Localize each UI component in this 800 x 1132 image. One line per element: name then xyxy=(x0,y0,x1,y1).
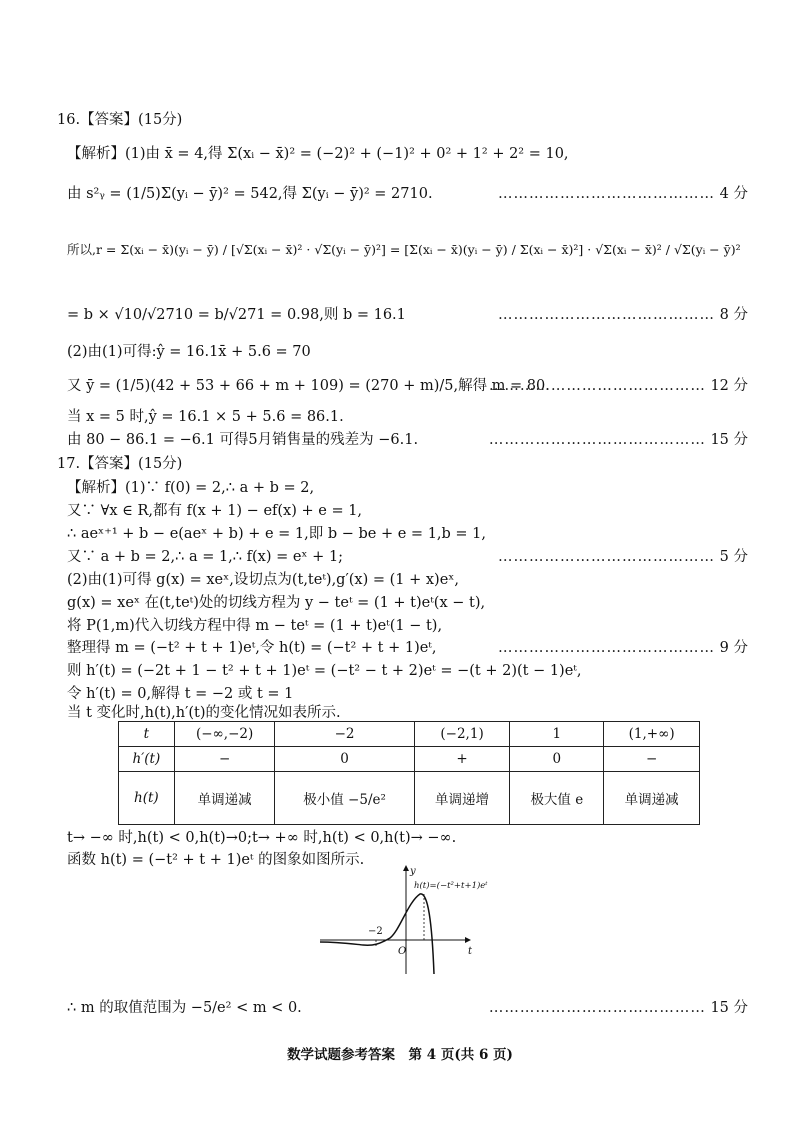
q16-score-2 xyxy=(498,303,748,324)
tick-label: −2 xyxy=(368,926,383,937)
table-cell: 1 xyxy=(510,722,604,747)
table-cell: 单调递减 xyxy=(174,772,275,825)
q17-line-2: 又∵ ∀x ∈ R,都有 f(x + 1) − ef(x) + e = 1, xyxy=(67,503,363,519)
q16-line-7: 当 x = 5 时,ŷ = 16.1 × 5 + 5.6 = 86.1. xyxy=(67,409,344,425)
table-cell: (−∞,−2) xyxy=(174,722,275,747)
y-label: y xyxy=(410,866,416,877)
table-row xyxy=(119,747,700,772)
table-cell: 极小值 −5/e² xyxy=(275,772,414,825)
table-cell: (−2,1) xyxy=(414,722,510,747)
q16-score-3 xyxy=(489,374,748,395)
table-cell: − xyxy=(174,747,275,772)
q17-line-6: g(x) = xeˣ 在(t,teᵗ)处的切线方程为 y − teᵗ = (1 + t)eᵗ(x − t), xyxy=(67,595,486,611)
score-text: 9 分 xyxy=(719,640,748,656)
table-cell: 单调递减 xyxy=(604,772,700,825)
q16-line-2: 由 s²ᵧ = (1/5)Σ(yᵢ − ȳ)² = 542,得 Σ(yᵢ − ȳ)² = 2710. xyxy=(67,186,433,202)
table-cell: t xyxy=(119,722,175,747)
leader-dots: …………………………………… xyxy=(488,432,706,448)
q17-line-8: 整理得 m = (−t² + t + 1)eᵗ,令 h(t) = (−t² + t + 1)eᵗ, xyxy=(67,640,437,656)
q16-line-8: 由 80 − 86.1 = −6.1 可得5月销售量的残差为 −6.1. xyxy=(67,432,419,448)
q17-line-14: ∴ m 的取值范围为 −5/e² < m < 0. xyxy=(67,1000,302,1016)
q16-line-5: (2)由(1)可得:ŷ = 16.1x̄ + 5.6 = 70 xyxy=(67,344,311,360)
q16-line-3: 所以,r = Σ(xᵢ − x̄)(yᵢ − ȳ) / [√Σ(xᵢ − x̄)² · √Σ(yᵢ − ȳ)²] = [Σ(xᵢ − x̄)(yᵢ − ȳ) / Σ(xᵢ − x̄)²] · √Σ(xᵢ − x̄)² / √Σ(yᵢ − ȳ)² xyxy=(67,242,741,257)
q17-line-5: (2)由(1)可得 g(x) = xeˣ,设切点为(t,teᵗ),g′(x) = (1 + x)eˣ, xyxy=(67,572,460,588)
origin-label: O xyxy=(398,946,407,957)
table-cell: 极大值 e xyxy=(510,772,604,825)
q16-line-1: 【解析】(1)由 x̄ = 4,得 Σ(xᵢ − x̄)² = (−2)² + (−1)² + 0² + 1² + 2² = 10, xyxy=(67,146,569,162)
x-label: t xyxy=(468,946,473,957)
leader-dots: …………………………………… xyxy=(498,186,716,202)
q17-line-3: ∴ aeˣ⁺¹ + b − e(aeˣ + b) + e = 1,即 b − be + e = 1,b = 1, xyxy=(67,526,487,542)
table-cell: −2 xyxy=(275,722,414,747)
q16-line-6: 又 ȳ = (1/5)(42 + 53 + 66 + m + 109) = (270 + m)/5,解得 m = 80. xyxy=(67,378,550,394)
table-row xyxy=(119,722,700,747)
q16-line-4: = b × √10/√2710 = b/√271 = 0.98,则 b = 16.1 xyxy=(67,307,406,323)
q17-header: 17.【答案】(15分) xyxy=(57,456,183,472)
q16-score-4 xyxy=(489,428,748,449)
score-text: 15 分 xyxy=(710,432,748,448)
q17-line-11: 当 t 变化时,h(t),h′(t)的变化情况如表所示. xyxy=(67,705,341,721)
leader-dots: …………………………………… xyxy=(498,549,716,565)
table-cell: h′(t) xyxy=(119,747,175,772)
table-row xyxy=(119,772,700,825)
q17-line-1: 【解析】(1)∵ f(0) = 2,∴ a + b = 2, xyxy=(67,480,315,496)
q17-line-7: 将 P(1,m)代入切线方程中得 m − teᵗ = (1 + t)eᵗ(1 − t), xyxy=(67,618,443,634)
score-text: 15 分 xyxy=(710,1000,748,1016)
q17-line-12: t→ −∞ 时,h(t) < 0,h(t)→0;t→ +∞ 时,h(t) < 0,h(t)→ −∞. xyxy=(67,830,457,846)
table-cell: h(t) xyxy=(119,772,175,825)
q16-header: 16.【答案】(15分) xyxy=(57,112,183,128)
table-cell: (1,+∞) xyxy=(604,722,700,747)
q17-line-13: 函数 h(t) = (−t² + t + 1)eᵗ 的图象如图所示. xyxy=(67,852,365,868)
table-cell: 0 xyxy=(510,747,604,772)
q17-line-9: 则 h′(t) = (−2t + 1 − t² + t + 1)eᵗ = (−t² − t + 2)eᵗ = −(t + 2)(t − 1)eᵗ, xyxy=(67,663,582,679)
score-text: 4 分 xyxy=(719,186,748,202)
page-footer: 数学试题参考答案 第 4 页(共 6 页) xyxy=(287,1047,513,1063)
score-text: 8 分 xyxy=(719,307,748,323)
q17-score-3 xyxy=(489,996,748,1017)
table-cell: 0 xyxy=(275,747,414,772)
q17-score-2 xyxy=(498,636,748,657)
q17-line-10: 令 h′(t) = 0,解得 t = −2 或 t = 1 xyxy=(67,686,294,702)
q17-score-1 xyxy=(498,545,748,566)
q17-line-4: 又∵ a + b = 2,∴ a = 1,∴ f(x) = eˣ + 1; xyxy=(67,549,344,565)
score-text: 12 分 xyxy=(710,378,748,394)
score-text: 5 分 xyxy=(719,549,748,565)
function-label: h(t)=(−t²+t+1)eᵗ xyxy=(414,881,488,891)
table-cell: − xyxy=(604,747,700,772)
variation-table xyxy=(118,721,700,825)
table-cell: + xyxy=(414,747,510,772)
leader-dots: …………………………………… xyxy=(498,307,716,323)
table-cell: 单调递增 xyxy=(414,772,510,825)
leader-dots: …………………………………… xyxy=(488,378,706,394)
function-graph xyxy=(318,862,488,980)
q16-score-1 xyxy=(498,182,748,203)
leader-dots: …………………………………… xyxy=(488,1000,706,1016)
leader-dots: …………………………………… xyxy=(498,640,716,656)
